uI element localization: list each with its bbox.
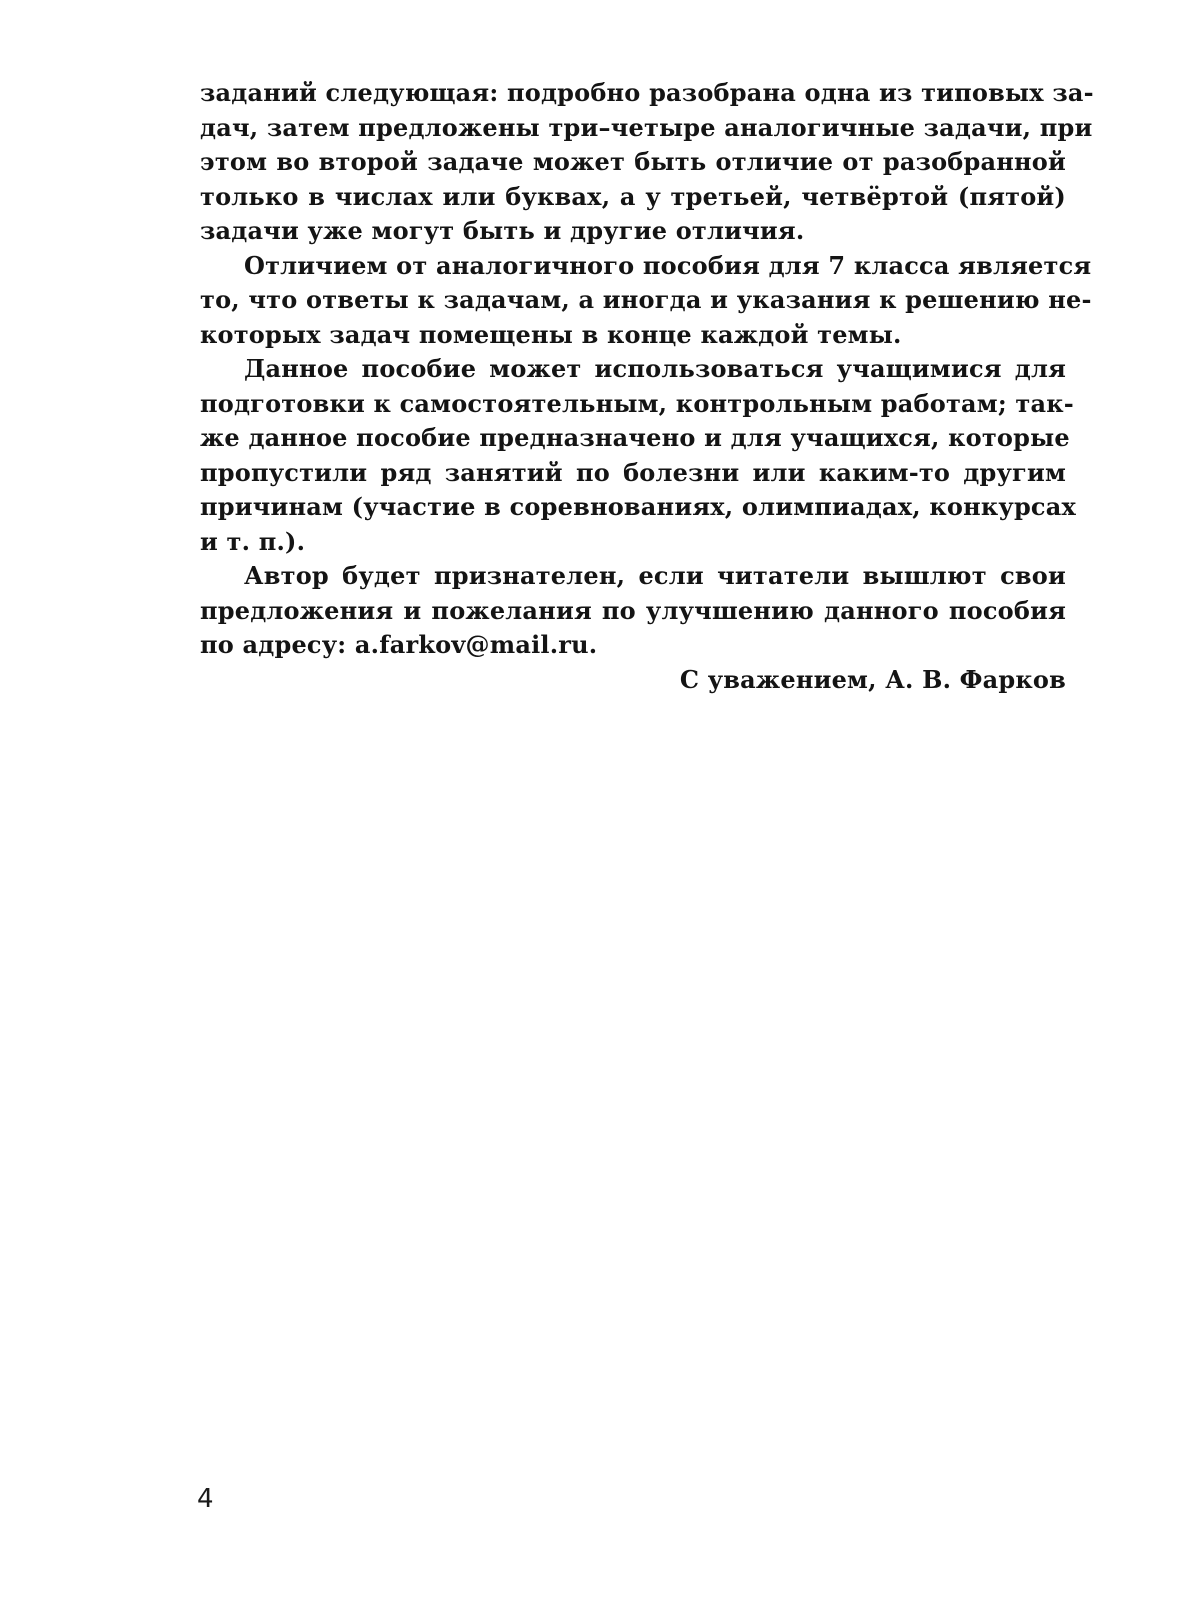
paragraph bbox=[200, 352, 1076, 559]
paragraph bbox=[200, 559, 1066, 663]
text-line: Данное пособие может использоваться учащимися для bbox=[244, 354, 1066, 383]
text-line: задачи уже могут быть и другие отличия. bbox=[200, 216, 805, 245]
text-line: по адресу: a.farkov@mail.ru. bbox=[200, 630, 598, 659]
text-line: дач, затем предложены три–четыре аналогичные задачи, при bbox=[200, 112, 1093, 142]
text-line: заданий следующая: подробно разобрана одна из типовых за- bbox=[200, 78, 1094, 107]
text-line: которых задач помещены в конце каждой темы. bbox=[200, 319, 902, 349]
text-line: то, что ответы к задачам, а иногда и указания к решению не- bbox=[200, 285, 1092, 314]
text-line: пропустили ряд занятий по болезни или каким-то другим bbox=[200, 457, 1066, 487]
paragraph bbox=[200, 249, 1092, 353]
text-line: же данное пособие предназначено и для учащихся, которые bbox=[200, 423, 1070, 452]
text-line: предложения и пожелания по улучшению данного пособия bbox=[200, 595, 1066, 625]
text-line: причинам (участие в соревнованиях, олимпиадах, конкурсах bbox=[200, 492, 1076, 521]
text-line: Автор будет признателен, если читатели вышлют свои bbox=[244, 561, 1066, 590]
document-body bbox=[200, 76, 1094, 697]
page-number: 4 bbox=[197, 1484, 214, 1514]
paragraph bbox=[200, 76, 1094, 249]
text-line: и т. п.). bbox=[200, 526, 306, 556]
author-signature: С уважением, А. В. Фарков bbox=[679, 664, 1066, 694]
text-line: только в числах или буквах, а у третьей, четвёртой (пятой) bbox=[200, 181, 1066, 211]
text-line: подготовки к самостоятельным, контрольным работам; так- bbox=[200, 388, 1074, 418]
text-line: этом во второй задаче может быть отличие от разобранной bbox=[200, 147, 1066, 176]
text-line: Отличием от аналогичного пособия для 7 класса является bbox=[244, 250, 1092, 280]
